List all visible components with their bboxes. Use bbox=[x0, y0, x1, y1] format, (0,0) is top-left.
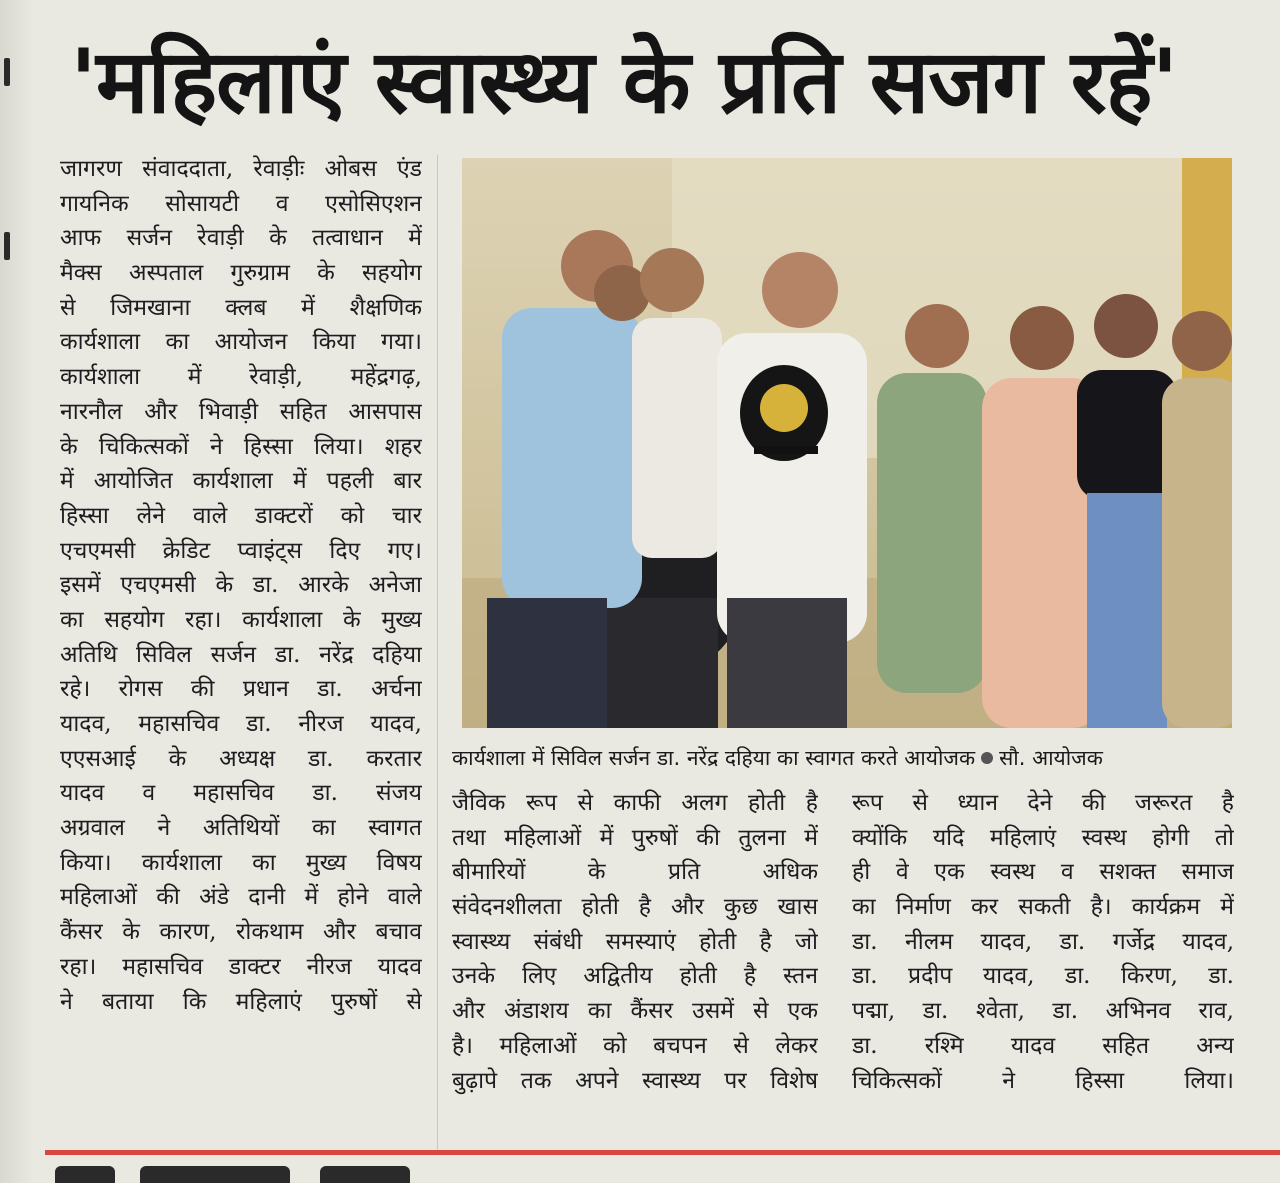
article-line: यादव, महासचिव डा. नीरज यादव, bbox=[60, 711, 422, 737]
article-line: कार्यशाला में रेवाड़ी, महेंद्रगढ़, bbox=[60, 364, 422, 391]
caption-text: कार्यशाला में सिविल सर्जन डा. नरेंद्र दहिया का स्वागत करते आयोजक bbox=[452, 746, 976, 770]
article-line: कैंसर के कारण, रोकथाम और बचाव bbox=[60, 919, 422, 946]
next-story-edge bbox=[45, 1160, 1280, 1183]
article-line: रहा। महासचिव डाक्टर नीरज यादव bbox=[60, 953, 422, 980]
article-line: डा. रश्मि यादव सहित अन्य bbox=[852, 1032, 1234, 1059]
article-line: एचएमसी क्रेडिट प्वाइंट्स दिए गए। bbox=[60, 537, 422, 564]
article-line: डा. प्रदीप यादव, डा. किरण, डा. bbox=[852, 963, 1234, 990]
article-line: के चिकित्सकों ने हिस्सा लिया। शहर bbox=[60, 433, 422, 460]
article-line: गायनिक सोसायटी व एसोसिएशन bbox=[60, 190, 422, 217]
article-line: स्वास्थ्य संबंधी समस्याएं होती है जो bbox=[452, 928, 818, 955]
article-line: कार्यशाला का आयोजन किया गया। bbox=[60, 329, 422, 356]
next-headline-fragment bbox=[140, 1166, 290, 1183]
article-line: तथा महिलाओं में पुरुषों की तुलना में bbox=[452, 824, 818, 851]
article-line: अतिथि सिविल सर्जन डा. नरेंद्र दहिया bbox=[60, 641, 422, 668]
article-column-middle bbox=[452, 786, 818, 1098]
paper-left-edge bbox=[0, 0, 34, 1183]
photo-credit: सौ. आयोजक bbox=[999, 746, 1103, 770]
article-line: है। महिलाओं को बचपन से लेकर bbox=[452, 1032, 818, 1059]
next-headline-fragment bbox=[55, 1166, 115, 1183]
caption-separator-icon bbox=[981, 752, 993, 764]
article-photo bbox=[462, 158, 1232, 728]
article-line: उनके लिए अद्वितीय होती है स्तन bbox=[452, 963, 818, 990]
article-column-left bbox=[60, 152, 422, 1019]
photo-caption bbox=[452, 738, 1242, 778]
article-line: का सहयोग रहा। कार्यशाला के मुख्य bbox=[60, 606, 422, 633]
article-line: संवेदनशीलता होती है और कुछ खास bbox=[452, 894, 818, 921]
article-line: किया। कार्यशाला का मुख्य विषय bbox=[60, 849, 422, 876]
article-line: बुढ़ापे तक अपने स्वास्थ्य पर विशेष bbox=[452, 1067, 818, 1094]
article-line: मैक्स अस्पताल गुरुग्राम के सहयोग bbox=[60, 260, 422, 287]
article-line: हिस्सा लेने वाले डाक्टरों को चार bbox=[60, 502, 422, 529]
article-line: इसमें एचएमसी के डा. आरके अनेजा bbox=[60, 572, 422, 599]
article-line: का निर्माण कर सकती है। कार्यक्रम में bbox=[852, 894, 1234, 921]
article-line: में आयोजित कार्यशाला में पहली बार bbox=[60, 468, 422, 495]
article-line: डा. नीलम यादव, डा. गर्जेद्र यादव, bbox=[852, 928, 1234, 955]
article-line: जागरण संवाददाता, रेवाड़ीः ओबस एंड bbox=[60, 156, 422, 182]
article-line: से जिमखाना क्लब में शैक्षणिक bbox=[60, 294, 422, 321]
next-headline-fragment bbox=[320, 1166, 410, 1183]
article-line: जैविक रूप से काफी अलग होती है bbox=[452, 790, 818, 816]
column-divider bbox=[437, 155, 438, 1155]
section-divider-rule bbox=[45, 1150, 1280, 1155]
article-line: क्योंकि यदि महिलाएं स्वस्थ होगी तो bbox=[852, 824, 1234, 851]
article-line: अग्रवाल ने अतिथियों का स्वागत bbox=[60, 815, 422, 842]
article-line: आफ सर्जन रेवाड़ी के तत्वाधान में bbox=[60, 225, 422, 252]
article-line: चिकित्सकों ने हिस्सा लिया। bbox=[852, 1067, 1234, 1094]
article-line: यादव व महासचिव डा. संजय bbox=[60, 780, 422, 807]
article-line: और अंडाशय का कैंसर उसमें से एक bbox=[452, 998, 818, 1025]
article-line: एएसआई के अध्यक्ष डा. करतार bbox=[60, 745, 422, 772]
left-edge-mark bbox=[4, 58, 10, 86]
article-line: महिलाओं की अंडे दानी में होने वाले bbox=[60, 884, 422, 911]
article-headline: 'महिलाएं स्वास्थ्य के प्रति सजग रहें' bbox=[70, 30, 1178, 133]
article-line: रहे। रोगस की प्रधान डा. अर्चना bbox=[60, 676, 422, 703]
article-line: रूप से ध्यान देने की जरूरत है bbox=[852, 790, 1234, 816]
event-photo-illustration bbox=[462, 158, 1232, 728]
adjacent-article-edge bbox=[1262, 740, 1280, 1150]
left-edge-mark bbox=[4, 232, 10, 260]
article-column-right bbox=[852, 786, 1234, 1098]
article-line: ने बताया कि महिलाएं पुरुषों से bbox=[60, 988, 422, 1015]
article-line: नारनौल और भिवाड़ी सहित आसपास bbox=[60, 398, 422, 425]
article-line: बीमारियों के प्रति अधिक bbox=[452, 859, 818, 886]
article-line: पद्मा, डा. श्वेता, डा. अभिनव राव, bbox=[852, 998, 1234, 1025]
article-line: ही वे एक स्वस्थ व सशक्त समाज bbox=[852, 859, 1234, 886]
